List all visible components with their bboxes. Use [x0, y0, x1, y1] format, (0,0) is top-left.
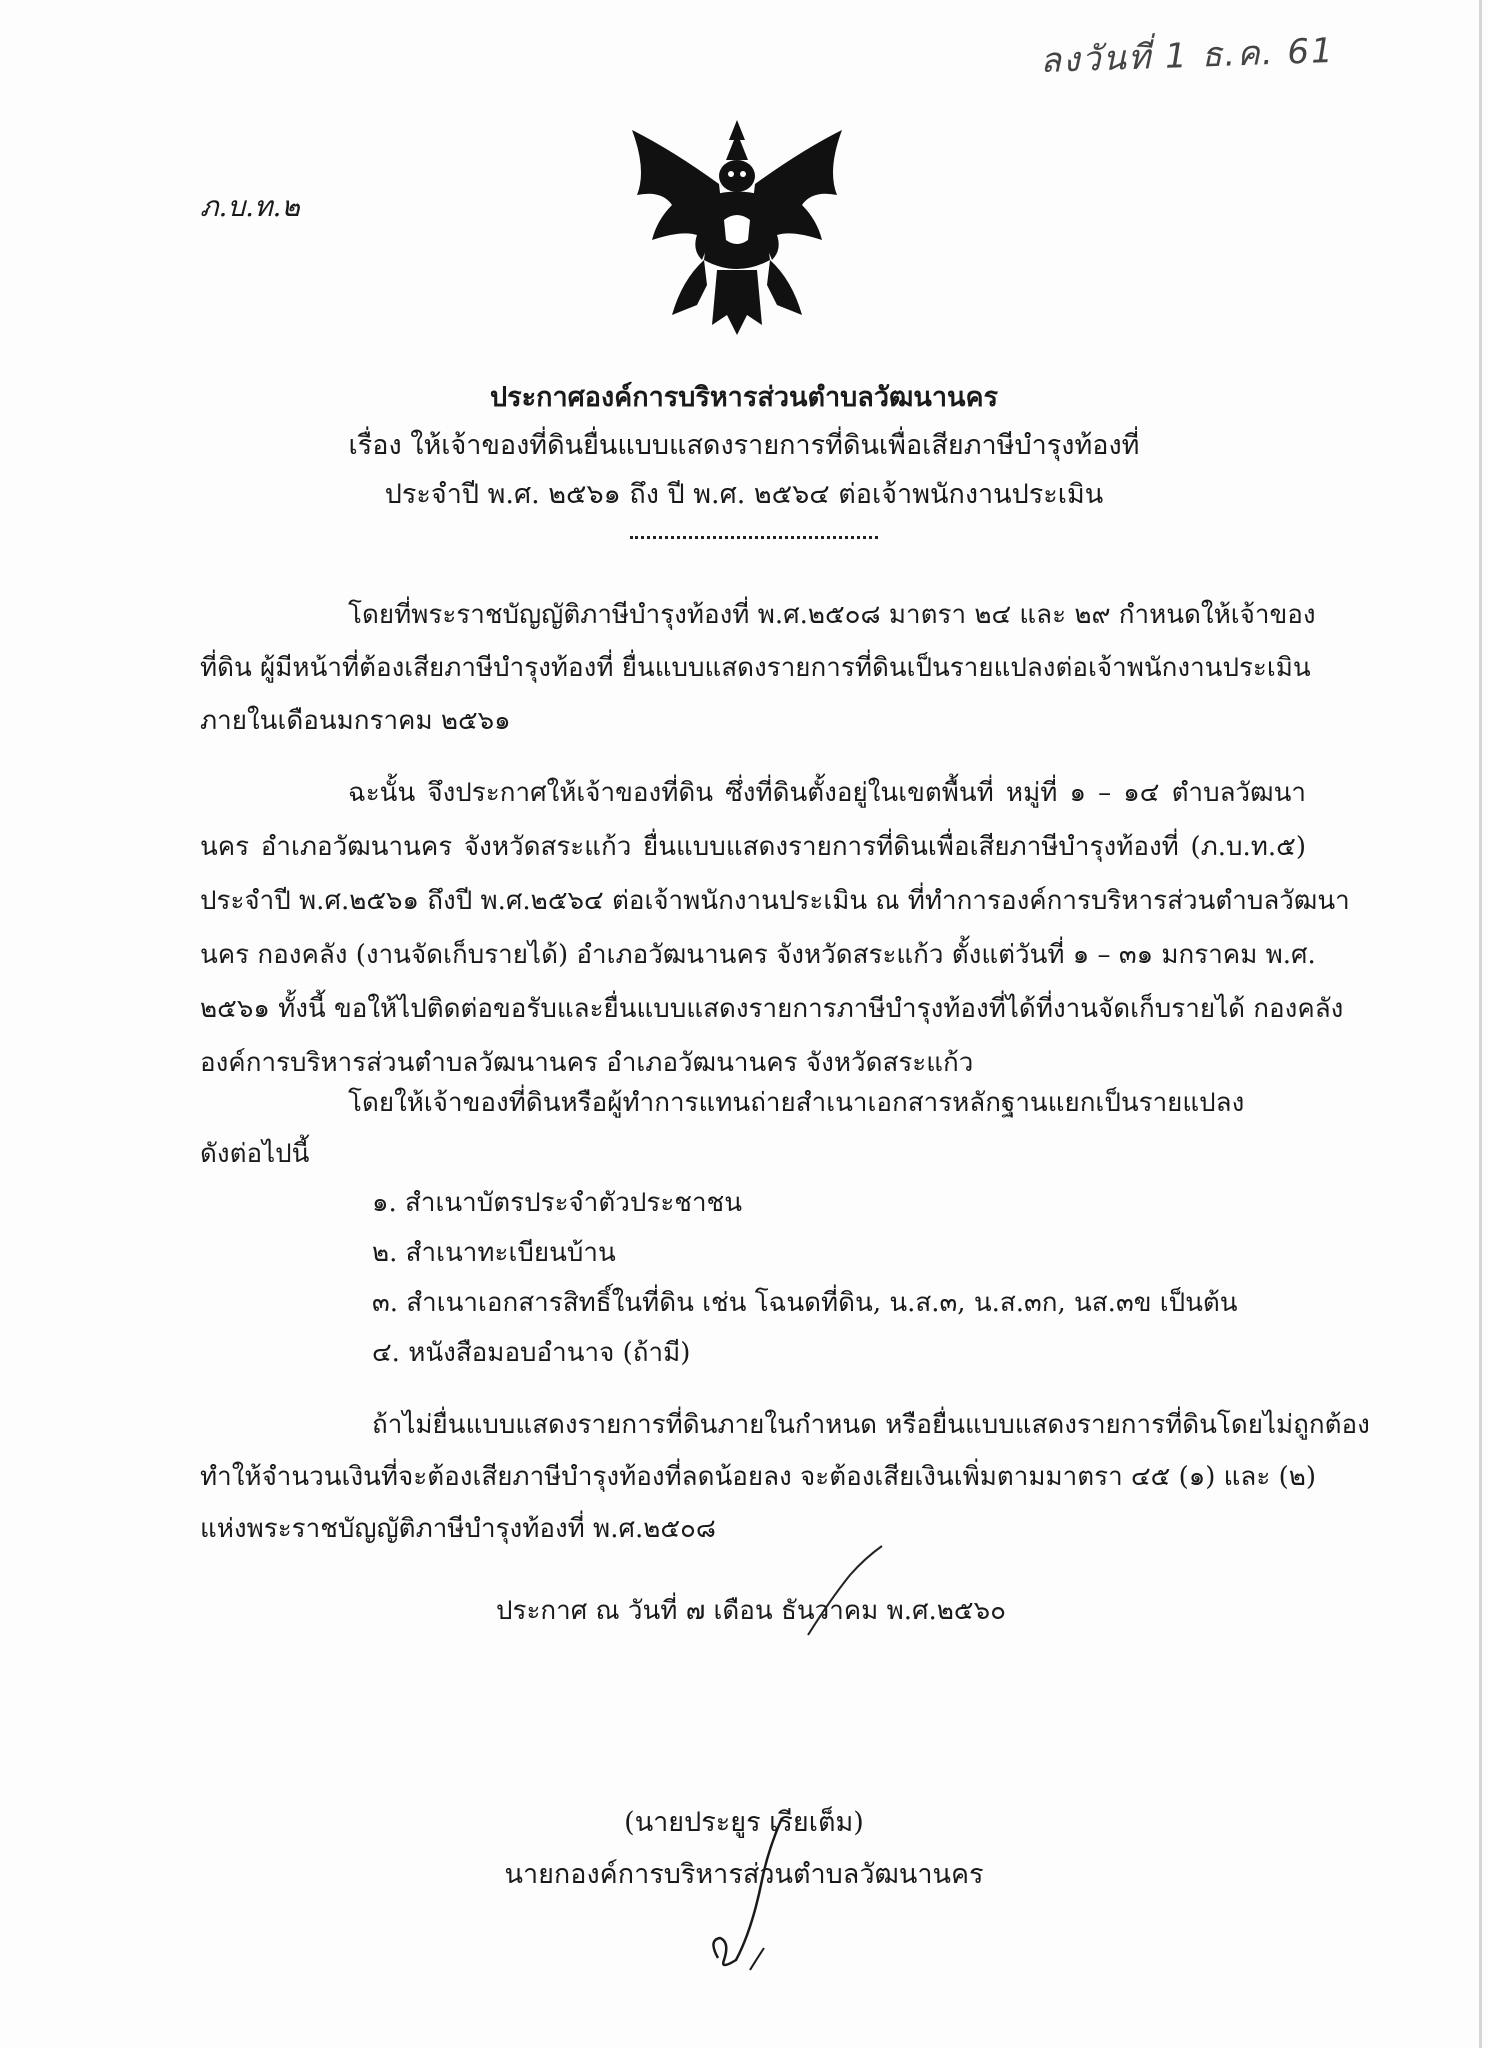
document-title: ประกาศองค์การบริหารส่วนตำบลวัฒนานคร: [489, 382, 999, 413]
handwritten-note: ลงวันที่ 1 ธ.ค. 61: [1039, 30, 1336, 82]
title-divider: [630, 536, 878, 539]
para2-line4: นคร กองคลัง (งานจัดเก็บรายได้) อำเภอวัฒนานคร จังหวัดสระแก้ว ตั้งแต่วันที่ ๑ – ๓๑ มกราคม พ.ศ.: [200, 940, 1316, 970]
para4-line1: ถ้าไม่ยื่นแบบแสดงรายการที่ดินภายในกำหนด หรือยื่นแบบแสดงรายการที่ดินโดยไม่ถูกต้อง: [372, 1410, 1370, 1440]
announce-date: ประกาศ ณ วันที่ ๗ เดือน ธันวาคม พ.ศ.๒๕๖๐: [496, 1596, 1006, 1626]
document-period: ประจำปี พ.ศ. ๒๕๖๑ ถึง ปี พ.ศ. ๒๕๖๔ ต่อเจ้าพนักงานประเมิน: [384, 479, 1104, 510]
para4-line2: ทำให้จำนวนเงินที่จะต้องเสียภาษีบำรุงท้องที่ลดน้อยลง จะต้องเสียเงินเพิ่มตามมาตรา ๔๕ (๑) และ (๒): [200, 1462, 1316, 1492]
signer-title: นายกองค์การบริหารส่วนตำบลวัฒนานคร: [504, 1859, 984, 1890]
list-item: ๑. สำเนาบัตรประจำตัวประชาชน: [372, 1188, 742, 1218]
para2-line5: ๒๕๖๑ ทั้งนี้ ขอให้ไปติดต่อขอรับและยื่นแบบแสดงรายการภาษีบำรุงท้องที่ได้ที่งานจัดเก็บรายได้ กองคลัง: [200, 994, 1344, 1024]
para2-line3: ประจำปี พ.ศ.๒๕๖๑ ถึงปี พ.ศ.๒๕๖๔ ต่อเจ้าพนักงานประเมิน ณ ที่ทำการองค์การบริหารส่วนตำบลวัฒนา: [200, 886, 1350, 916]
para3-line1: โดยให้เจ้าของที่ดินหรือผู้ทำการแทนถ่ายสำเนาเอกสารหลักฐานแยกเป็นรายแปลง: [348, 1088, 1245, 1118]
para2-line6: องค์การบริหารส่วนตำบลวัฒนานคร อำเภอวัฒนานคร จังหวัดสระแก้ว: [200, 1048, 974, 1078]
para1-line2: ที่ดิน ผู้มีหน้าที่ต้องเสียภาษีบำรุงท้องที่ ยื่นแบบแสดงรายการที่ดินเป็นรายแปลงต่อเจ้าพนักงานประเมิน: [200, 653, 1311, 683]
para1-line1: โดยที่พระราชบัญญัติภาษีบำรุงท้องที่ พ.ศ.๒๕๐๘ มาตรา ๒๔ และ ๒๙ กำหนดให้เจ้าของ: [348, 600, 1316, 630]
signer-name: (นายประยูร เรียเต็ม): [624, 1807, 864, 1838]
pen-stroke-mark: [790, 1540, 900, 1640]
page-edge-shadow: [1479, 0, 1482, 2048]
form-code: ภ.บ.ท.๒: [200, 190, 300, 223]
para1-line3: ภายในเดือนมกราคม ๒๕๖๑: [200, 706, 511, 736]
para2-line2: นคร อำเภอวัฒนานคร จังหวัดสระแก้ว ยื่นแบบแสดงรายการที่ดินเพื่อเสียภาษีบำรุงท้องที่ (ภ.บ.ท.๕): [200, 832, 1306, 862]
list-item: ๔. หนังสือมอบอำนาจ (ถ้ามี): [372, 1338, 691, 1368]
para3-line2: ดังต่อไปนี้: [200, 1139, 310, 1169]
garuda-emblem-icon: [612, 110, 862, 350]
list-item: ๓. สำเนาเอกสารสิทธิ์ในที่ดิน เช่น โฉนดที่ดิน, น.ส.๓, น.ส.๓ก, นส.๓ข เป็นต้น: [372, 1288, 1238, 1318]
para2-line1: ฉะนั้น จึงประกาศให้เจ้าของที่ดิน ซึ่งที่ดินตั้งอยู่ในเขตพื้นที่ หมู่ที่ ๑ – ๑๔ ตำบลวัฒนา: [348, 778, 1306, 808]
para4-line3: แห่งพระราชบัญญัติภาษีบำรุงท้องที่ พ.ศ.๒๕๐๘: [200, 1514, 716, 1544]
list-item: ๒. สำเนาทะเบียนบ้าน: [372, 1238, 616, 1268]
document-subject: เรื่อง ให้เจ้าของที่ดินยื่นแบบแสดงรายการที่ดินเพื่อเสียภาษีบำรุงท้องที่: [348, 430, 1140, 461]
